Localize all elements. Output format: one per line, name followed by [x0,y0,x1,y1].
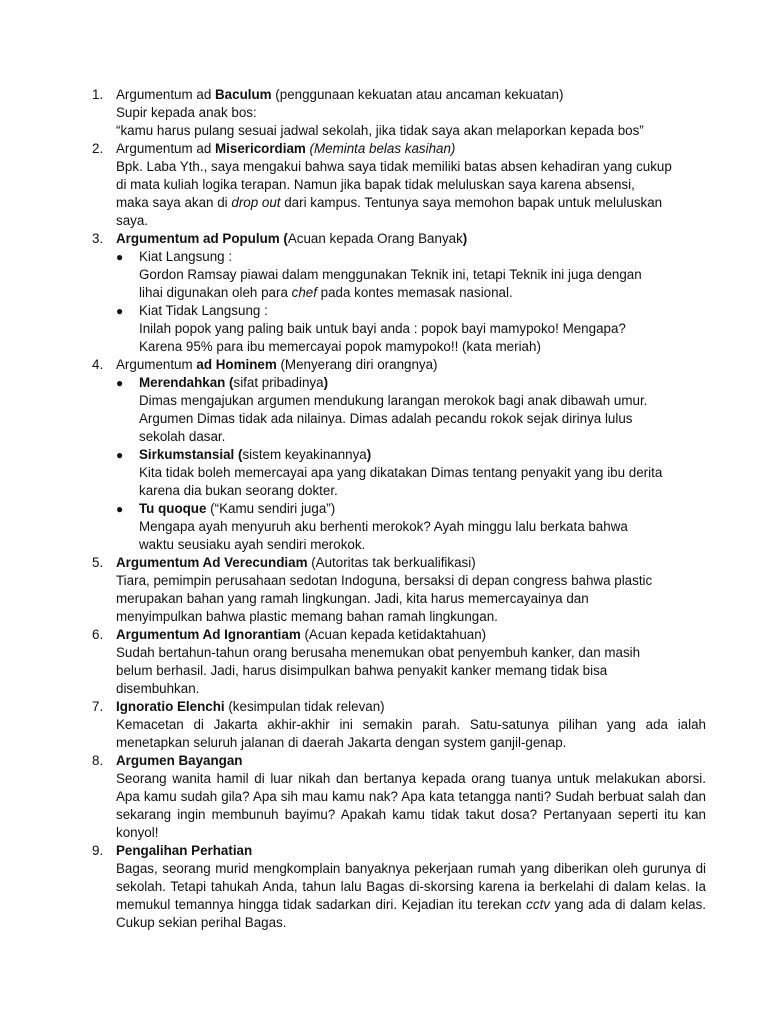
item-text-line: Tiara, pemimpin perusahaan sedotan Indoguna, bersaksi di depan congress bahwa plastic [116,573,653,588]
bullet-heading: Sirkumstansial (sistem keyakinannya) [139,447,372,462]
bullet-icon: ● [116,448,124,462]
bullet-text-line: Karena 95% para ibu memercayai popok mamypoko!! (kata meriah) [139,339,541,354]
item-heading: Argumentum Ad Ignorantiam (Acuan kepada ketidaktahuan) [116,627,487,642]
bullet-item [116,446,706,500]
item-text-line: Sudah bertahun-tahun orang berusaha menemukan obat penyembuh kanker, dan masih [116,645,641,660]
bullet-item [116,374,706,446]
item-heading: Argumentum ad Baculum (penggunaan kekuatan atau ancaman kekuatan) [116,87,564,102]
bullet-heading: Merendahkan (sifat pribadinya) [139,375,329,390]
item-text-line: merupakan bahan yang ramah lingkungan. Jadi, kita harus memercayainya dan [116,591,589,606]
item-heading: Argumentum ad Hominem (Menyerang diri orangnya) [116,357,438,372]
bullet-text-line: karena dia bukan seorang dokter. [139,483,338,498]
item-text-line: maka saya akan di drop out dari kampus. Tentunya saya memohon bapak untuk meluluskan [116,195,663,210]
item-number: 6. [92,627,104,642]
list-item-1 [0,86,768,140]
item-text-line: saya. [116,213,149,228]
bullet-item [116,302,706,356]
bullet-text-line: sekolah dasar. [139,429,226,444]
item-text-line: Bpk. Laba Yth., saya mengakui bahwa saya tidak memiliki batas absen kehadiran yang cukup [116,159,672,174]
bullet-text-line: Kita tidak boleh memercayai apa yang dikatakan Dimas tentang penyakit yang ibu derita [139,465,663,480]
bullet-text-line: Dimas mengajukan argumen mendukung larangan merokok bagi anak dibawah umur. [139,393,648,408]
list-item-6 [0,626,768,698]
list-item-2 [0,140,768,230]
list-item-4 [0,356,768,554]
item-number: 3. [92,231,104,246]
bullet-text-line: lihai digunakan oleh para chef pada kontes memasak nasional. [139,285,513,300]
item-paragraph: Bagas, seorang murid mengkomplain banyaknya pekerjaan rumah yang diberikan oleh gurunya di sekolah. Tetapi tahukah Anda, tahun lalu Bagas di-skorsing karena ia berkelahi di dalam kelas. Ia memukul temannya hingga tidak sadarkan diri. Kejadian itu terekan cctv yang ada di dalam kelas. Cukup sekian perihal Bagas. [116,861,706,930]
item-heading: Argumen Bayangan [116,753,243,768]
item-number: 1. [92,87,104,102]
bullet-icon: ● [116,502,124,516]
bullet-text-line: Argumen Dimas tidak ada nilainya. Dimas adalah pecandu rokok sejak dirinya lulus [139,411,633,426]
item-text-line: disembuhkan. [116,681,200,696]
bullet-heading: Kiat Langsung : [139,249,233,264]
item-number: 8. [92,753,104,768]
item-paragraph: Kemacetan di Jakarta akhir-akhir ini semakin parah. Satu-satunya pilihan yang ada ialah menetapkan seluruh jalanan di daerah Jakarta dengan system ganjil-genap. [116,717,706,750]
item-number: 5. [92,555,104,570]
item-text-line: Supir kepada anak bos: [116,105,257,120]
bullet-item [116,500,706,554]
list-item-9 [0,842,768,932]
bullet-text-line: Gordon Ramsay piawai dalam menggunakan Teknik ini, tetapi Teknik ini juga dengan [139,267,642,282]
bullet-heading: Kiat Tidak Langsung : [139,303,268,318]
item-paragraph: Seorang wanita hamil di luar nikah dan bertanya kepada orang tuanya untuk melakukan aborsi. Apa kamu sudah gila? Apa sih mau kamu nak? Apa kata tetangga nanti? Sudah berbuat salah dan sekarang ingin membunuh bayimu? Apakah kamu tidak takut dosa? Pertanyaan seperti itu kan konyol! [116,771,706,840]
item-number: 7. [92,699,104,714]
item-heading: Ignoratio Elenchi (kesimpulan tidak relevan) [116,699,385,714]
item-number: 2. [92,141,104,156]
list-item-5 [0,554,768,626]
bullet-text-line: Inilah popok yang paling baik untuk bayi anda : popok bayi mamypoko! Mengapa? [139,321,626,336]
bullet-icon: ● [116,304,124,318]
bullet-icon: ● [116,376,124,390]
bullet-text-line: Mengapa ayah menyuruh aku berhenti merokok? Ayah minggu lalu berkata bahwa [139,519,628,534]
list-item-3 [0,230,768,356]
item-heading: Pengalihan Perhatian [116,843,253,858]
bullet-text-line: waktu seusiaku ayah sendiri merokok. [139,537,366,552]
item-heading: Argumentum ad Misericordiam (Meminta belas kasihan) [116,141,456,156]
bullet-item [116,248,706,302]
bullet-icon: ● [116,250,124,264]
item-text-line: di mata kuliah logika terapan. Namun jika bapak tidak meluluskan saya karena absensi, [116,177,635,192]
list-item-7 [0,698,768,752]
bullet-heading: Tu quoque (“Kamu sendiri juga”) [139,501,336,516]
list-item-8 [0,752,768,842]
item-text-line: “kamu harus pulang sesuai jadwal sekolah, jika tidak saya akan melaporkan kepada bos” [116,123,644,138]
item-heading: Argumentum Ad Verecundiam (Autoritas tak berkualifikasi) [116,555,476,570]
item-text-line: belum berhasil. Jadi, harus disimpulkan bahwa penyakit kanker memang tidak bisa [116,663,608,678]
item-number: 4. [92,357,104,372]
item-text-line: menyimpulkan bahwa plastic memang bahan ramah lingkungan. [116,609,498,624]
item-number: 9. [92,843,104,858]
item-heading: Argumentum ad Populum (Acuan kepada Orang Banyak) [116,231,468,246]
document-page [0,86,768,932]
